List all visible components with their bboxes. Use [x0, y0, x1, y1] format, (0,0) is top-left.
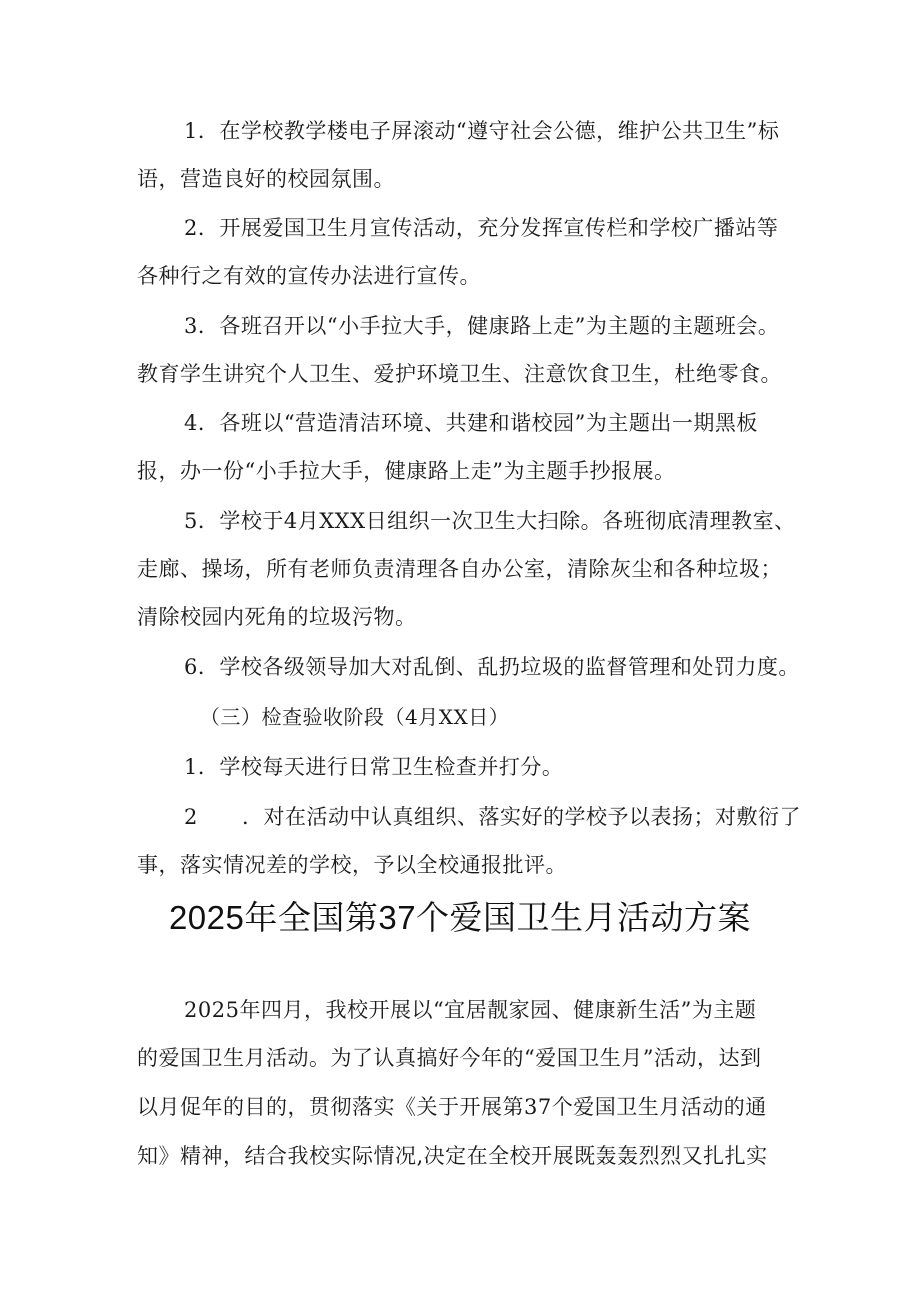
check-item-2-line-2: 事，落实情况差的学校，予以全校通报批评。 [137, 853, 567, 877]
item-6-line-1: 6．学校各级领导加大对乱倒、乱扔垃圾的监督管理和处罚力度。 [184, 655, 800, 679]
check-item-2-number: 2 [184, 805, 198, 829]
intro-line-1: 2025年四月，我校开展以“宜居靓家园、健康新生活”为主题 [184, 998, 757, 1022]
item-4-line-1: 4．各班以“营造清洁环境、共建和谐校园”为主题出一期黑板 [184, 411, 758, 435]
intro-line-2: 的爱国卫生月活动。为了认真搞好今年的“爱国卫生月”活动，达到 [137, 1046, 762, 1070]
intro-line-4: 知》精神，结合我校实际情况,决定在全校开展既轰轰烈烈又扎扎实 [137, 1144, 768, 1168]
intro-line-3: 以月促年的目的，贯彻落实《关于开展第37个爱国卫生月活动的通 [137, 1095, 767, 1119]
item-1-line-1: 1．在学校教学楼电子屏滚动“遵守社会公德，维护公共卫生”标 [184, 119, 780, 143]
item-5-line-3: 清除校园内死角的垃圾污物。 [137, 605, 417, 629]
section-3-heading: （三）检查验收阶段（4月XX日） [200, 705, 510, 729]
item-5-line-2: 走廊、操场，所有老师负责清理各自办公室，清除灰尘和各种垃圾； [137, 557, 782, 581]
item-4-line-2: 报，办一份“小手拉大手，健康路上走”为主题手抄报展。 [137, 459, 676, 483]
check-item-2-line-1 [184, 804, 801, 830]
item-3-line-2: 教育学生讲究个人卫生、爱护环境卫生、注意饮食卫生，杜绝零食。 [137, 362, 782, 386]
check-item-1: 1．学校每天进行日常卫生检查并打分。 [184, 755, 564, 779]
item-3-line-1: 3．各班召开以“小手拉大手，健康路上走”为主题的主题班会。 [184, 314, 780, 338]
check-item-2-text: ．对在活动中认真组织、落实好的学校予以表扬；对敷衍了 [242, 805, 801, 829]
document-title: 2025年全国第37个爱国卫生月活动方案 [168, 899, 752, 936]
item-5-line-1: 5．学校于4月XXX日组织一次卫生大扫除。各班彻底清理教室、 [184, 509, 796, 533]
item-2-line-2: 各种行之有效的宣传办法进行宣传。 [137, 264, 481, 288]
item-1-line-2: 语，营造良好的校园氛围。 [137, 167, 395, 191]
item-2-line-1: 2．开展爱国卫生月宣传活动，充分发挥宣传栏和学校广播站等 [184, 216, 779, 240]
